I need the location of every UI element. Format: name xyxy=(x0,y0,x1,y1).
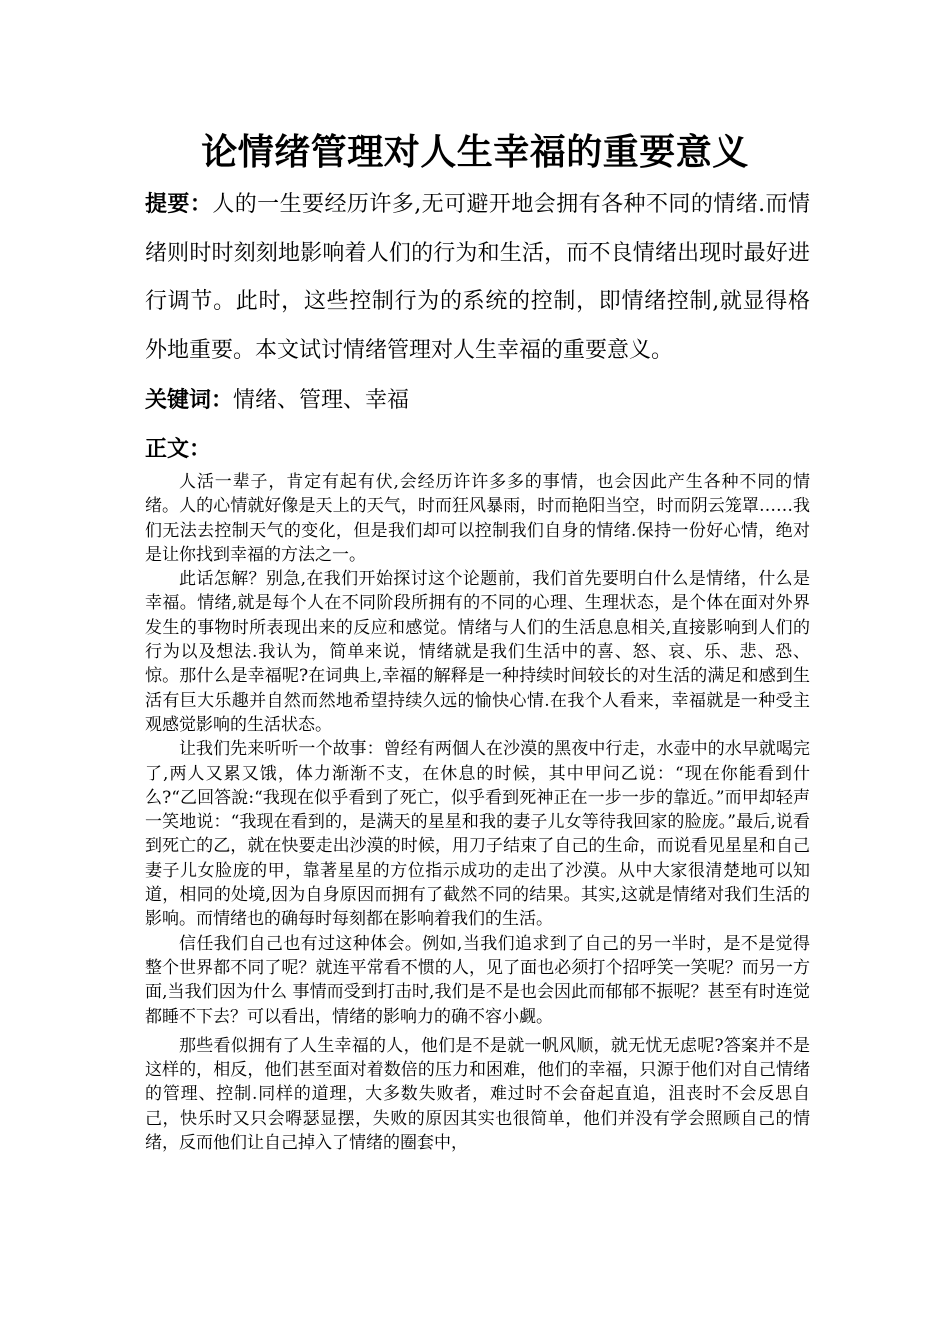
paragraph: 那些看似拥有了人生幸福的人，他们是不是就一帆风顺，就无忧无虑呢?答案并不是这样的，相反，他们甚至面对着数倍的压力和困难，他们的幸福，只源于他们对自己情绪的管理、控制.同样的道理，大多数失败者，难过时不会奋起直追，沮丧时不会反思自己，快乐时又只会嘚瑟显摆，失败的原因其实也很简单，他们并没有学会照顾自己的情绪，反而他们让自己掉入了情绪的圈套中， xyxy=(145,1035,810,1154)
paragraph: 信任我们自己也有过这种体会。例如,当我们追求到了自己的另一半时，是不是觉得整个世界都不同了呢？就连平常看不惯的人，见了面也必须打个招呼笑一笑呢？而另一方面,当我们因为什么 事情而受到打击时,我们是不是也会因此而郁郁不振呢？甚至有时连觉都睡不下去？可以看出，情绪的影响力的确不容小觑。 xyxy=(145,933,810,1027)
body-label: 正文： xyxy=(145,436,212,462)
abstract xyxy=(145,180,810,375)
paragraph: 人活一辈子，肯定有起有伏,会经历许许多多的事情，也会因此产生各种不同的情绪。人的心情就好像是天上的天气，时而狂风暴雨，时而艳阳当空，时而阴云笼罩……我们无法去控制天气的变化，但是我们却可以控制我们自身的情绪.保持一份好心情，绝对是让你找到幸福的方法之一。 xyxy=(145,472,810,565)
paragraph: 让我们先来听听一个故事：曾经有两個人在沙漠的黑夜中行走，水壶中的水早就喝完了,两人又累又饿，体力渐渐不支，在休息的时候，其中甲问乙说：“现在你能看到什么?“乙回答說:“我现在似乎看到了死亡，似乎看到死神正在一步一步的靠近。”而甲却轻声一笑地说：“我现在看到的，是满天的星星和我的妻子儿女等待我回家的脸庞。”最后,说看到死亡的乙，就在快要走出沙漠的时候，用刀子结束了自己的生命，而说看见星星和自己妻子儿女脸庞的甲，靠著星星的方位指示成功的走出了沙漠。从中大家很清楚地可以知道，相同的处境,因为自身原因而拥有了截然不同的结果。其实,这就是情绪对我们生活的影响。而情绪也的确每时每刻都在影响着我们的生活。 xyxy=(145,739,810,930)
page-title: 论情绪管理对人生幸福的重要意义 xyxy=(201,131,749,173)
abstract-label: 提要： xyxy=(145,191,213,217)
paragraph: 此话怎解？别急,在我们开始探讨这个论题前，我们首先要明白什么是情绪，什么是幸福。情绪,就是每个人在不同阶段所拥有的不同的心理、生理状态，是个体在面对外界发生的事物时所表现出来的反应和感觉。情绪与人们的生活息息相关,直接影响到人们的行为以及想法.我认为，简单来说，情绪就是我们生活中的喜、怒、哀、乐、悲、恐、惊。那什么是幸福呢?在词典上,幸福的解释是一种持续时间较长的对生活的满足和感到生活有巨大乐趣并自然而然地希望持续久远的愉快心情.在我个人看来，幸福就是一种受主观感觉影响的生活状态。 xyxy=(145,569,810,735)
keywords xyxy=(145,383,810,418)
main-text xyxy=(145,470,810,1155)
abstract-text: 人的一生要经历许多,无可避开地会拥有各种不同的情绪.而情绪则时时刻刻地影响着人们的行为和生活，而不良情绪出现时最好进行调节。此时，这些控制行为的系统的控制，即情绪控制,就显得格外地重要。本文试讨情绪管理对人生幸福的重要意义。 xyxy=(145,192,810,363)
keywords-text: 情绪、管理、幸福 xyxy=(233,388,410,413)
keywords-label: 关键词： xyxy=(145,387,234,413)
